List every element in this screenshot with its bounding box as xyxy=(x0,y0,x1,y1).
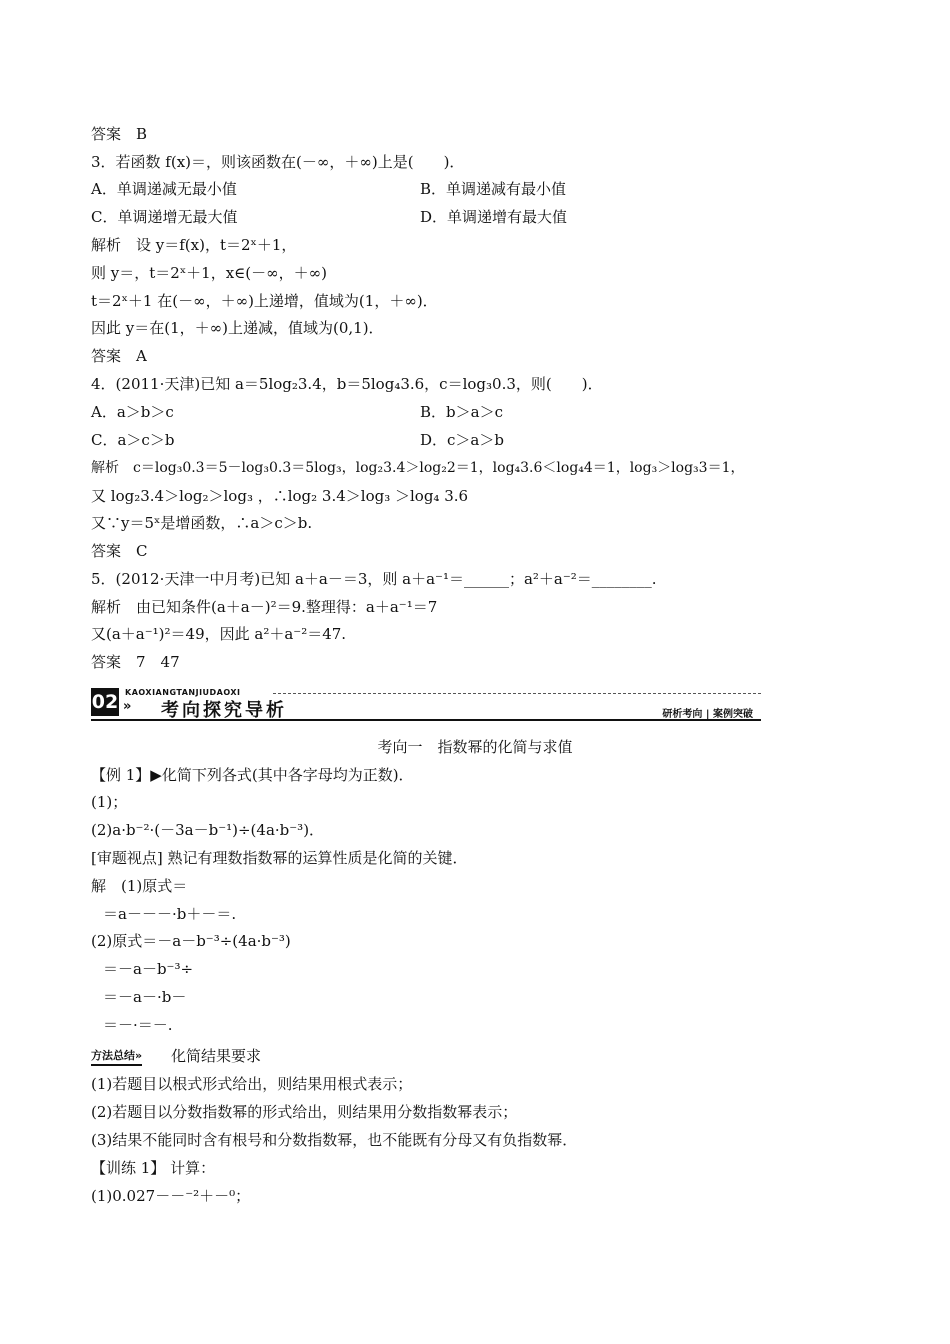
q4-solution-line: 又∵y＝5ˣ是增函数，∴a＞c＞b. xyxy=(91,514,313,532)
question-5-stem: 5．(2012·天津一中月考)已知 a＋a－＝3，则 a＋a⁻¹＝______；a²＋a⁻²＝________. xyxy=(91,570,657,588)
example-1-solution-2: (2)原式＝－a－b⁻³÷(4a·b⁻³) xyxy=(91,932,291,950)
q4-option-c: C．a＞c＞b xyxy=(91,431,175,449)
q3-solution-line: 解析 设 y＝f(x)，t＝2ˣ＋1， xyxy=(91,236,297,254)
q4-option-b: B．b＞a＞c xyxy=(420,403,503,421)
method-summary-title: 化简结果要求 xyxy=(171,1047,262,1065)
q5-answer: 答案 7 47 xyxy=(91,653,180,671)
q3-option-d: D．单调递增有最大值 xyxy=(420,208,568,226)
example-1-step: ＝－a－·b－ xyxy=(103,988,187,1006)
banner-pinyin: KAOXIANGTANJIUDAOXI xyxy=(125,688,241,697)
q5-solution-line: 又(a＋a⁻¹)²＝49，因此 a²＋a⁻²＝47. xyxy=(91,625,347,643)
example-1-part-2: (2)a·b⁻²·(－3a－b⁻¹)÷(4a·b⁻³)． xyxy=(91,821,325,839)
q4-answer: 答案 C xyxy=(91,542,148,560)
question-3-stem: 3．若函数 f(x)＝，则该函数在(－∞，＋∞)上是( )． xyxy=(91,153,465,171)
q3-option-b: B．单调递减有最小值 xyxy=(420,180,567,198)
q4-option-d: D．c＞a＞b xyxy=(420,431,504,449)
example-1-step: ＝－a－b⁻³÷ xyxy=(103,960,194,978)
method-summary-label: 方法总结» xyxy=(91,1047,142,1066)
example-1-heading: 【例 1】▶化简下列各式(其中各字母均为正数)． xyxy=(91,766,414,784)
banner-underline xyxy=(91,719,761,721)
method-item: (3)结果不能同时含有根号和分数指数幂，也不能既有分母又有负指数幂． xyxy=(91,1131,578,1149)
section-title: 考向一 指数幂的化简与求值 xyxy=(377,738,573,756)
q4-solution-line: 又 log₂3.4＞log₂＞log₃ ，∴log₂ 3.4＞log₃ ＞log₄ 3.6 xyxy=(91,487,469,505)
q3-answer: 答案 A xyxy=(91,347,147,365)
answer-line: 答案 B xyxy=(91,125,148,143)
question-4-stem: 4．(2011·天津)已知 a＝5log₂3.4，b＝5log₄3.6，c＝log₃0.3，则( )． xyxy=(91,375,603,393)
training-1-heading: 【训练 1】 计算： xyxy=(91,1159,216,1177)
q3-solution-line: 因此 y＝在(1，＋∞)上递减，值域为(0,1)． xyxy=(91,319,384,337)
q4-solution-line: 解析 c＝log₃0.3＝5－log₃0.3＝5log₃，log₂3.4＞log₂2＝1，log₄3.6＜log₄4＝1，log₃＞log₃3＝1， xyxy=(91,460,745,476)
banner-title: 考向探究导析 xyxy=(161,700,287,721)
q3-option-c: C．单调递增无最大值 xyxy=(91,208,238,226)
q3-solution-line: 则 y＝，t＝2ˣ＋1，x∈(－∞，＋∞) xyxy=(91,264,327,282)
banner-subtitle: 研析考向 | 案例突破 xyxy=(662,709,753,720)
q5-solution-line: 解析 由已知条件(a＋a－)²＝9.整理得：a＋a⁻¹＝7 xyxy=(91,598,438,616)
example-1-step: ＝－·＝－. xyxy=(103,1016,173,1034)
method-item: (1)若题目以根式形式给出，则结果用根式表示； xyxy=(91,1075,413,1093)
q3-solution-line: t＝2ˣ＋1 在(－∞，＋∞)上递增，值域为(1，＋∞)． xyxy=(91,292,438,310)
method-item: (2)若题目以分数指数幂的形式给出，则结果用分数指数幂表示； xyxy=(91,1103,518,1121)
example-1-part-1: (1)； xyxy=(91,793,128,811)
section-number: 02 xyxy=(91,688,119,716)
example-1-solution: 解 (1)原式＝ xyxy=(91,877,188,895)
example-1-insight: [审题视点] 熟记有理数指数幂的运算性质是化简的关键． xyxy=(91,849,468,867)
q4-option-a: A．a＞b＞c xyxy=(91,403,174,421)
training-1-item: (1)0.027－－⁻²＋－⁰； xyxy=(91,1187,251,1205)
example-1-step: ＝a－－－·b＋－＝. xyxy=(103,905,237,923)
banner-dashed-rule xyxy=(273,693,761,694)
chevron-icon: » xyxy=(123,699,132,714)
q3-option-a: A．单调递减无最小值 xyxy=(91,180,237,198)
section-banner xyxy=(91,688,761,722)
